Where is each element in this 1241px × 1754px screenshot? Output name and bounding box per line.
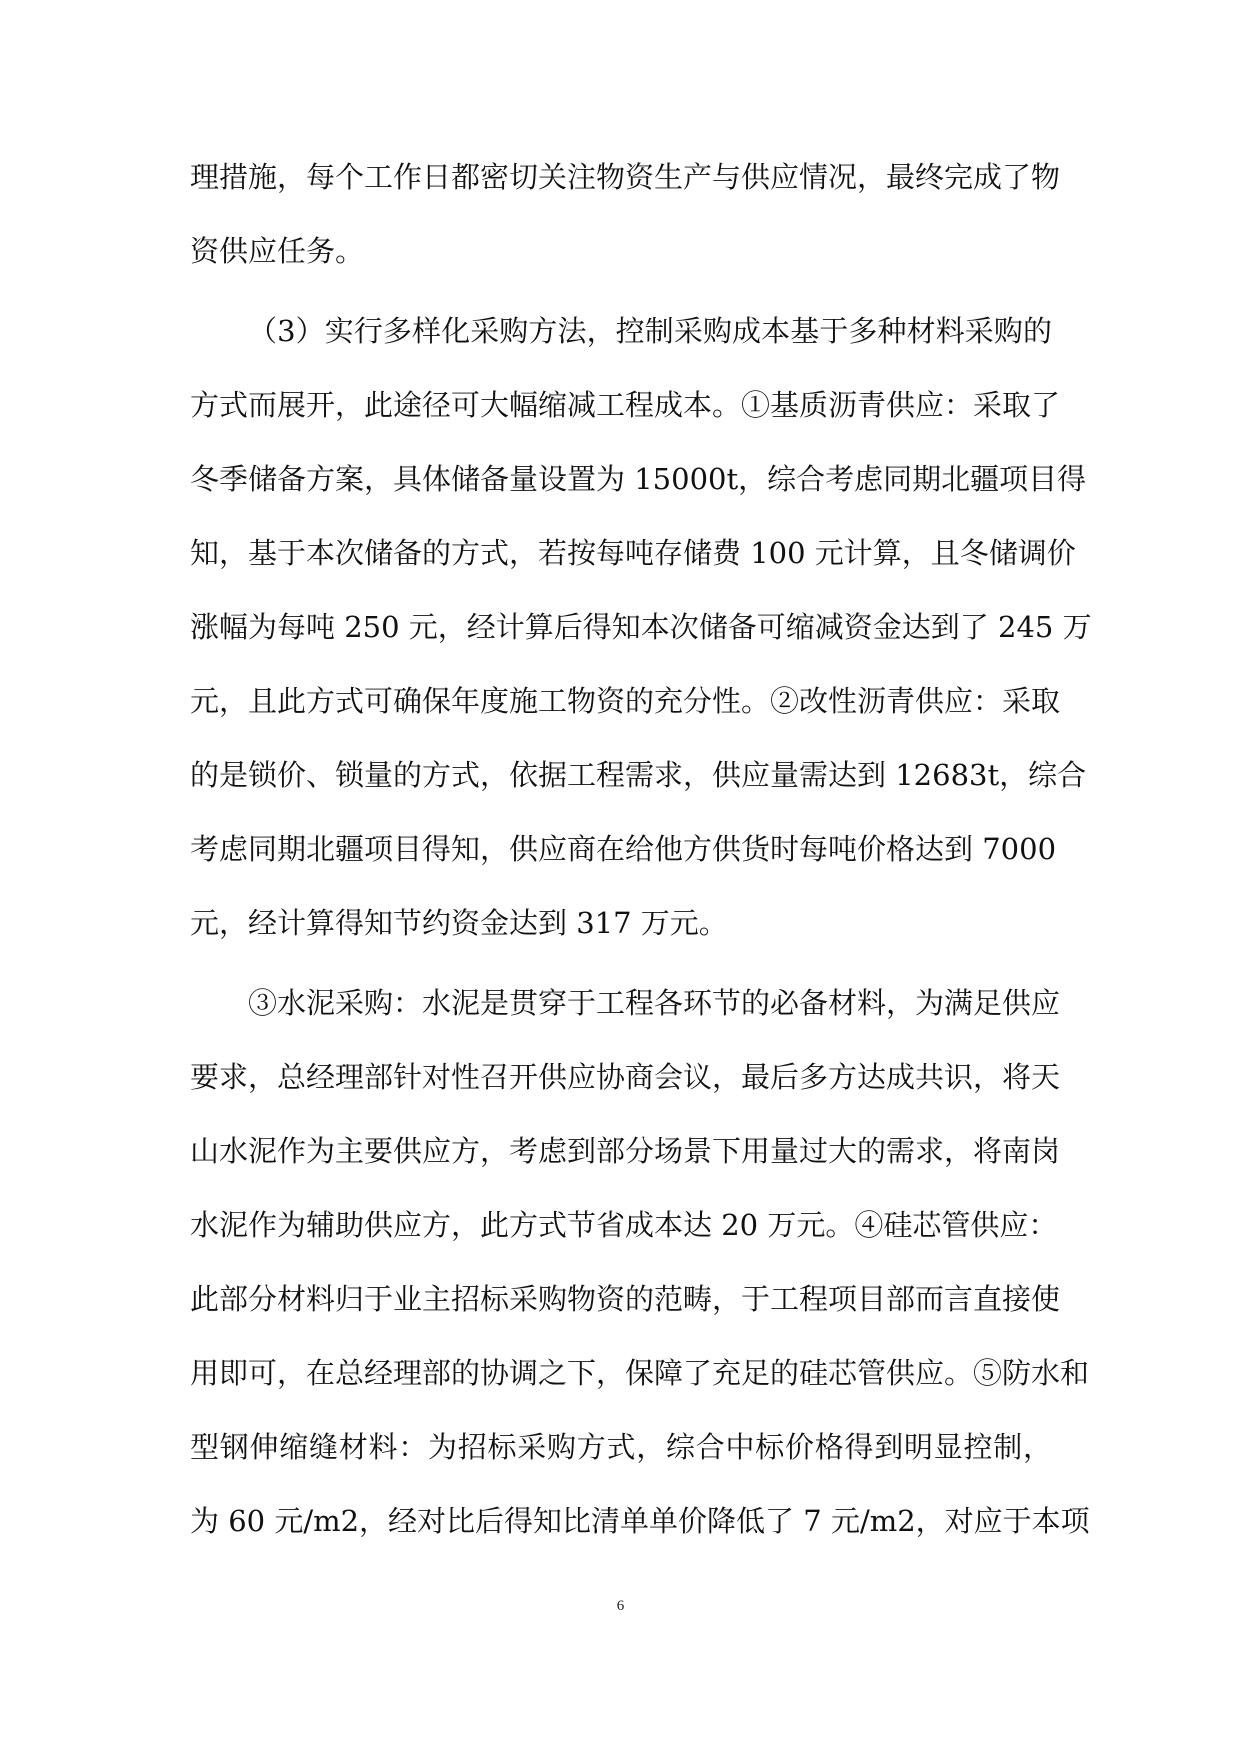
text-line: 用即可，在总经理部的协调之下，保障了充足的硅芯管供应。⑤防水和: [190, 1356, 1090, 1390]
text-line: 为 60 元/m2，经对比后得知比清单单价降低了 7 元/m2，对应于本项: [190, 1504, 1090, 1538]
text-line: 型钢伸缩缝材料：为招标采购方式，综合中标价格得到明显控制，: [190, 1430, 1052, 1464]
text-line: 考虑同期北疆项目得知，供应商在给他方供货时每吨价格达到 7000: [190, 832, 1057, 866]
text-line: 元，经计算得知节约资金达到 317 万元。: [190, 906, 728, 940]
text-line: 理措施，每个工作日都密切关注物资生产与供应情况，最终完成了物: [190, 160, 1061, 194]
paragraph-2: [190, 294, 1092, 960]
text-line: 冬季储备方案，具体储备量设置为 15000t，综合考虑同期北疆项目得: [190, 462, 1087, 496]
text-line: ③水泥采购：水泥是贯穿于工程各环节的必备材料，为满足供应: [248, 986, 1061, 1020]
text-line: 资供应任务。: [190, 234, 365, 268]
text-line: 水泥作为辅助供应方，此方式节省成本达 20 万元。④硅芯管供应：: [190, 1208, 1058, 1242]
text-line: 要求，总经理部针对性召开供应协商会议，最后多方达成共识，将天: [190, 1060, 1061, 1094]
text-line: 方式而展开，此途径可大幅缩减工程成本。①基质沥青供应：采取了: [190, 388, 1061, 422]
text-line: 元，且此方式可确保年度施工物资的充分性。②改性沥青供应：采取: [190, 684, 1061, 718]
page-number: 6: [616, 1598, 625, 1614]
text-line: 此部分材料归于业主招标采购物资的范畴，于工程项目部而言直接使: [190, 1282, 1061, 1316]
text-line: 知，基于本次储备的方式，若按每吨存储费 100 元计算，且冬储调价: [190, 536, 1076, 570]
paragraph-3: [190, 966, 1090, 1558]
text-line: 涨幅为每吨 250 元，经计算后得知本次储备可缩减资金达到了 245 万: [190, 610, 1092, 644]
paragraph-1: [190, 140, 1061, 288]
text-line: （3）实行多样化采购方法，控制采购成本基于多种材料采购的: [248, 314, 1052, 348]
body-text: [190, 140, 1092, 1558]
text-line: 山水泥作为主要供应方，考虑到部分场景下用量过大的需求，将南岗: [190, 1134, 1061, 1168]
text-line: 的是锁价、锁量的方式，依据工程需求，供应量需达到 12683t，综合: [190, 758, 1087, 792]
